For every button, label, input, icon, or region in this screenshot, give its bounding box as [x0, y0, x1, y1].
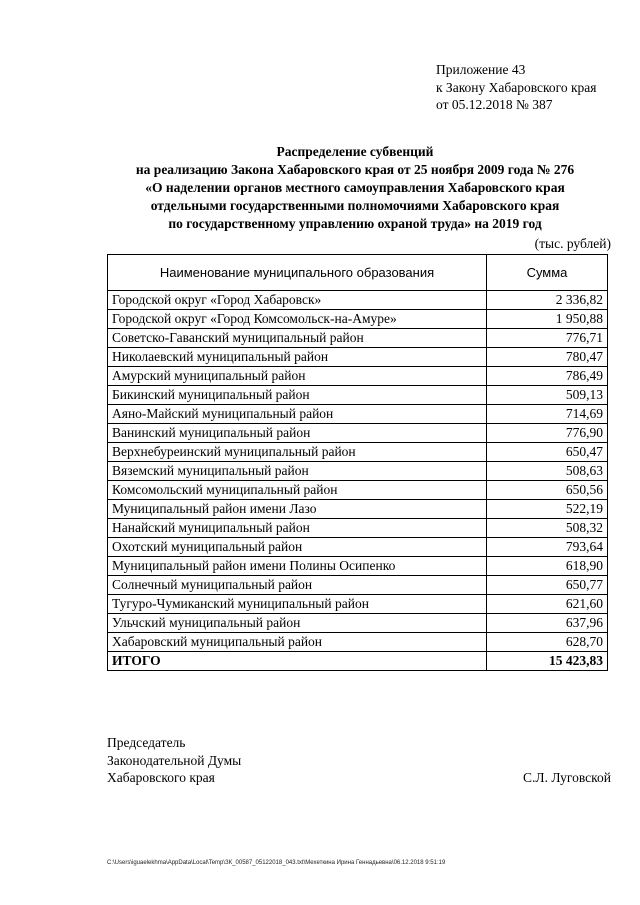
municipality-name: Городской округ «Город Хабаровск» [108, 291, 487, 310]
amount: 628,70 [487, 633, 608, 652]
amount: 509,13 [487, 386, 608, 405]
municipality-name: Хабаровский муниципальный район [108, 633, 487, 652]
title-line: отдельными государственными полномочиями Хабаровского края [150, 198, 560, 213]
municipality-name: Солнечный муниципальный район [108, 576, 487, 595]
municipality-name: Комсомольский муниципальный район [108, 481, 487, 500]
municipality-name: Муниципальный район имени Полины Осипенко [108, 557, 487, 576]
municipality-name: Николаевский муниципальный район [108, 348, 487, 367]
table-row [108, 557, 608, 576]
municipality-name: Нанайский муниципальный район [108, 519, 487, 538]
table-row [108, 614, 608, 633]
total-row [108, 652, 608, 671]
subvention-table [107, 254, 608, 671]
table-header-row [108, 255, 608, 291]
table-row [108, 291, 608, 310]
table-row [108, 481, 608, 500]
signatory-title: Председатель [107, 735, 186, 750]
title-line: Распределение субвенций [276, 144, 434, 159]
amount: 714,69 [487, 405, 608, 424]
municipality-name: Ванинский муниципальный район [108, 424, 487, 443]
amount: 650,47 [487, 443, 608, 462]
amount: 522,19 [487, 500, 608, 519]
appendix-block [436, 61, 597, 114]
municipality-name: Советско-Гаванский муниципальный район [108, 329, 487, 348]
amount: 776,71 [487, 329, 608, 348]
header-sum: Сумма [487, 255, 608, 291]
signature-block [107, 734, 241, 787]
signatory-title: Хабаровского края [107, 770, 215, 785]
municipality-name: Охотский муниципальный район [108, 538, 487, 557]
amount: 1 950,88 [487, 310, 608, 329]
table-row [108, 329, 608, 348]
header-name: Наименование муниципального образования [108, 255, 487, 291]
table-row [108, 576, 608, 595]
table-row [108, 462, 608, 481]
table-row [108, 424, 608, 443]
municipality-name: Муниципальный район имени Лазо [108, 500, 487, 519]
table-row [108, 519, 608, 538]
file-path-footer: C:\Users\iguaelekhma\AppData\Local\Temp\ЗК_00587_05122018_043.txt\Мехеткина Ирина Геннадьевна\06.12.2018 9:51:19 [107, 860, 446, 866]
amount: 650,77 [487, 576, 608, 595]
table-row [108, 405, 608, 424]
amount: 2 336,82 [487, 291, 608, 310]
table-row [108, 633, 608, 652]
table-row [108, 500, 608, 519]
table-row [108, 538, 608, 557]
total-amount: 15 423,83 [487, 652, 608, 671]
amount: 776,90 [487, 424, 608, 443]
table-row [108, 367, 608, 386]
title-line: на реализацию Закона Хабаровского края от 25 ноября 2009 года № 276 [135, 162, 575, 177]
municipality-name: Вяземский муниципальный район [108, 462, 487, 481]
municipality-name: Верхнебуреинский муниципальный район [108, 443, 487, 462]
title-line: по государственному управлению охраной труда» на 2019 год [168, 216, 542, 231]
appendix-line: к Закону Хабаровского края [436, 79, 597, 95]
units-label: (тыс. рублей) [534, 236, 611, 251]
municipality-name: Тугуро-Чумиканский муниципальный район [108, 595, 487, 614]
municipality-name: Бикинский муниципальный район [108, 386, 487, 405]
municipality-name: Городской округ «Город Комсомольск-на-Амуре» [108, 310, 487, 329]
municipality-name: Ульчский муниципальный район [108, 614, 487, 633]
amount: 786,49 [487, 367, 608, 386]
amount: 618,90 [487, 557, 608, 576]
municipality-name: Амурский муниципальный район [108, 367, 487, 386]
amount: 780,47 [487, 348, 608, 367]
title-line: «О наделении органов местного самоуправления Хабаровского края [145, 180, 565, 195]
amount: 637,96 [487, 614, 608, 633]
amount: 793,64 [487, 538, 608, 557]
appendix-line: от 05.12.2018 № 387 [436, 97, 553, 112]
amount: 650,56 [487, 481, 608, 500]
table-row [108, 595, 608, 614]
document-title [100, 143, 610, 233]
amount: 621,60 [487, 595, 608, 614]
table-row [108, 443, 608, 462]
municipality-name: Аяно-Майский муниципальный район [108, 405, 487, 424]
signatory-name: С.Л. Луговской [523, 770, 611, 785]
table-row [108, 310, 608, 329]
table-row [108, 348, 608, 367]
appendix-line: Приложение 43 [436, 62, 526, 77]
amount: 508,63 [487, 462, 608, 481]
total-label: ИТОГО [108, 652, 487, 671]
table-row [108, 386, 608, 405]
amount: 508,32 [487, 519, 608, 538]
signatory-title: Законодательной Думы [107, 752, 242, 768]
